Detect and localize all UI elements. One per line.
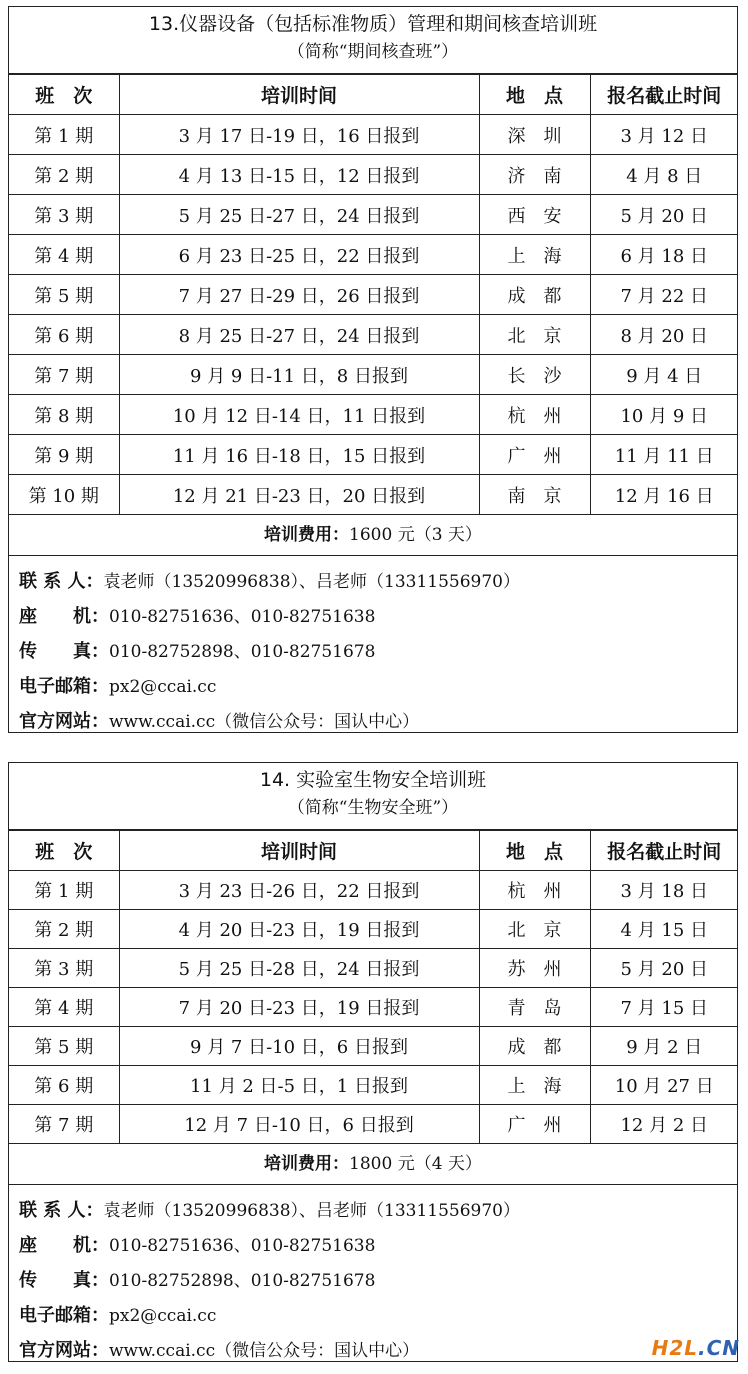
header-training-time: 培训时间	[119, 75, 479, 115]
header-training-time: 培训时间	[119, 831, 479, 871]
contact-value: 袁老师（13520996838）、吕老师（13311556970）	[103, 1201, 520, 1221]
table-row	[9, 1027, 738, 1066]
session-cell: 第 1 期	[9, 871, 119, 910]
deadline-cell: 5 月 20 日	[590, 949, 738, 988]
contact-info	[9, 1185, 737, 1368]
contact-value: 010-82752898、010-82751678	[109, 1271, 376, 1291]
deadline-cell: 5 月 20 日	[590, 195, 738, 235]
phone-row	[19, 599, 737, 634]
session-cell: 第 4 期	[9, 235, 119, 275]
time-cell: 3 月 17 日-19 日，16 日报到	[119, 115, 479, 155]
website-link[interactable]: www.ccai.cc（微信公众号：国认中心）	[109, 712, 420, 732]
time-cell: 3 月 23 日-26 日，22 日报到	[119, 871, 479, 910]
contact-person-row	[19, 564, 737, 599]
time-cell: 12 月 7 日-10 日，6 日报到	[119, 1105, 479, 1144]
fee-label: 培训费用：	[264, 525, 350, 545]
session-cell: 第 6 期	[9, 1066, 119, 1105]
location-cell: 北 京	[479, 910, 590, 949]
time-cell: 12 月 21 日-23 日，20 日报到	[119, 475, 479, 515]
table-row	[9, 195, 738, 235]
table-header-row	[9, 831, 738, 871]
header-session: 班 次	[9, 75, 119, 115]
contact-label: 座 机：	[19, 1235, 109, 1256]
time-cell: 8 月 25 日-27 日，24 日报到	[119, 315, 479, 355]
location-cell: 青 岛	[479, 988, 590, 1027]
contact-value: 010-82752898、010-82751678	[109, 642, 376, 662]
time-cell: 11 月 16 日-18 日，15 日报到	[119, 435, 479, 475]
time-cell: 6 月 23 日-25 日，22 日报到	[119, 235, 479, 275]
time-cell: 5 月 25 日-27 日，24 日报到	[119, 195, 479, 235]
session-cell: 第 9 期	[9, 435, 119, 475]
location-cell: 成 都	[479, 275, 590, 315]
deadline-cell: 8 月 20 日	[590, 315, 738, 355]
site-watermark	[652, 1336, 740, 1360]
location-cell: 上 海	[479, 1066, 590, 1105]
contact-label: 电子邮箱：	[19, 1305, 109, 1326]
course-subtitle: （简称“生物安全班”）	[9, 793, 737, 830]
time-cell: 7 月 20 日-23 日，19 日报到	[119, 988, 479, 1027]
watermark-part-2: .CN	[697, 1336, 740, 1360]
table-row	[9, 1105, 738, 1144]
fax-row	[19, 1263, 737, 1298]
website-link[interactable]: www.ccai.cc（微信公众号：国认中心）	[109, 1341, 420, 1361]
table-row	[9, 115, 738, 155]
training-fee	[9, 515, 737, 556]
time-cell: 9 月 9 日-11 日，8 日报到	[119, 355, 479, 395]
table-row	[9, 988, 738, 1027]
location-cell: 西 安	[479, 195, 590, 235]
contact-value: 袁老师（13520996838）、吕老师（13311556970）	[103, 572, 520, 592]
location-cell: 杭 州	[479, 871, 590, 910]
table-row	[9, 910, 738, 949]
website-row	[19, 704, 737, 739]
location-cell: 成 都	[479, 1027, 590, 1066]
session-cell: 第 5 期	[9, 1027, 119, 1066]
location-cell: 济 南	[479, 155, 590, 195]
session-cell: 第 10 期	[9, 475, 119, 515]
table-row	[9, 395, 738, 435]
table-header-row	[9, 75, 738, 115]
table-row	[9, 475, 738, 515]
deadline-cell: 3 月 12 日	[590, 115, 738, 155]
session-cell: 第 1 期	[9, 115, 119, 155]
fax-row	[19, 634, 737, 669]
deadline-cell: 4 月 8 日	[590, 155, 738, 195]
session-cell: 第 6 期	[9, 315, 119, 355]
fee-value: 1600 元（3 天）	[349, 525, 482, 545]
deadline-cell: 12 月 16 日	[590, 475, 738, 515]
time-cell: 5 月 25 日-28 日，24 日报到	[119, 949, 479, 988]
email-link[interactable]: px2@ccai.cc	[109, 677, 217, 697]
location-cell: 北 京	[479, 315, 590, 355]
contact-label: 官方网站：	[19, 711, 109, 732]
time-cell: 7 月 27 日-29 日，26 日报到	[119, 275, 479, 315]
session-cell: 第 4 期	[9, 988, 119, 1027]
course-14-card	[8, 762, 738, 1362]
email-row	[19, 669, 737, 704]
contact-label: 传 真：	[19, 641, 109, 662]
location-cell: 南 京	[479, 475, 590, 515]
contact-value: 010-82751636、010-82751638	[109, 607, 376, 627]
location-cell: 杭 州	[479, 395, 590, 435]
location-cell: 苏 州	[479, 949, 590, 988]
deadline-cell: 7 月 15 日	[590, 988, 738, 1027]
location-cell: 长 沙	[479, 355, 590, 395]
session-cell: 第 7 期	[9, 1105, 119, 1144]
watermark-part-1: H2L	[651, 1336, 698, 1360]
deadline-cell: 10 月 9 日	[590, 395, 738, 435]
course-title: 13.仪器设备（包括标准物质）管理和期间核查培训班	[148, 13, 598, 35]
session-cell: 第 8 期	[9, 395, 119, 435]
fee-label: 培训费用：	[264, 1154, 350, 1174]
website-row	[19, 1333, 737, 1368]
location-cell: 广 州	[479, 435, 590, 475]
deadline-cell: 6 月 18 日	[590, 235, 738, 275]
time-cell: 10 月 12 日-14 日，11 日报到	[119, 395, 479, 435]
location-cell: 上 海	[479, 235, 590, 275]
contact-label: 联 系 人：	[19, 571, 104, 592]
location-cell: 广 州	[479, 1105, 590, 1144]
course-subtitle: （简称“期间核查班”）	[9, 37, 737, 74]
table-row	[9, 315, 738, 355]
deadline-cell: 3 月 18 日	[590, 871, 738, 910]
header-location: 地 点	[479, 75, 590, 115]
email-row	[19, 1298, 737, 1333]
training-fee	[9, 1144, 737, 1185]
session-cell: 第 3 期	[9, 195, 119, 235]
table-row	[9, 155, 738, 195]
time-cell: 4 月 13 日-15 日，12 日报到	[119, 155, 479, 195]
session-cell: 第 3 期	[9, 949, 119, 988]
deadline-cell: 9 月 4 日	[590, 355, 738, 395]
phone-row	[19, 1228, 737, 1263]
header-deadline: 报名截止时间	[590, 75, 738, 115]
deadline-cell: 7 月 22 日	[590, 275, 738, 315]
course-title: 14. 实验室生物安全培训班	[259, 769, 487, 791]
header-deadline: 报名截止时间	[590, 831, 738, 871]
table-row	[9, 235, 738, 275]
fee-value: 1800 元（4 天）	[349, 1154, 482, 1174]
table-row	[9, 435, 738, 475]
session-cell: 第 7 期	[9, 355, 119, 395]
contact-label: 电子邮箱：	[19, 676, 109, 697]
time-cell: 11 月 2 日-5 日，1 日报到	[119, 1066, 479, 1105]
course-13-card	[8, 6, 738, 733]
schedule-table	[9, 74, 738, 515]
contact-label: 联 系 人：	[19, 1200, 104, 1221]
deadline-cell: 4 月 15 日	[590, 910, 738, 949]
contact-value: 010-82751636、010-82751638	[109, 1236, 376, 1256]
table-row	[9, 355, 738, 395]
schedule-table	[9, 830, 738, 1144]
contact-label: 座 机：	[19, 606, 109, 627]
contact-info	[9, 556, 737, 739]
session-cell: 第 2 期	[9, 910, 119, 949]
contact-label: 传 真：	[19, 1270, 109, 1291]
table-row	[9, 871, 738, 910]
table-row	[9, 1066, 738, 1105]
deadline-cell: 11 月 11 日	[590, 435, 738, 475]
table-row	[9, 275, 738, 315]
deadline-cell: 10 月 27 日	[590, 1066, 738, 1105]
session-cell: 第 5 期	[9, 275, 119, 315]
deadline-cell: 12 月 2 日	[590, 1105, 738, 1144]
location-cell: 深 圳	[479, 115, 590, 155]
deadline-cell: 9 月 2 日	[590, 1027, 738, 1066]
header-location: 地 点	[479, 831, 590, 871]
table-row	[9, 949, 738, 988]
time-cell: 9 月 7 日-10 日，6 日报到	[119, 1027, 479, 1066]
time-cell: 4 月 20 日-23 日，19 日报到	[119, 910, 479, 949]
contact-label: 官方网站：	[19, 1340, 109, 1361]
contact-person-row	[19, 1193, 737, 1228]
header-session: 班 次	[9, 831, 119, 871]
email-link[interactable]: px2@ccai.cc	[109, 1306, 217, 1326]
session-cell: 第 2 期	[9, 155, 119, 195]
